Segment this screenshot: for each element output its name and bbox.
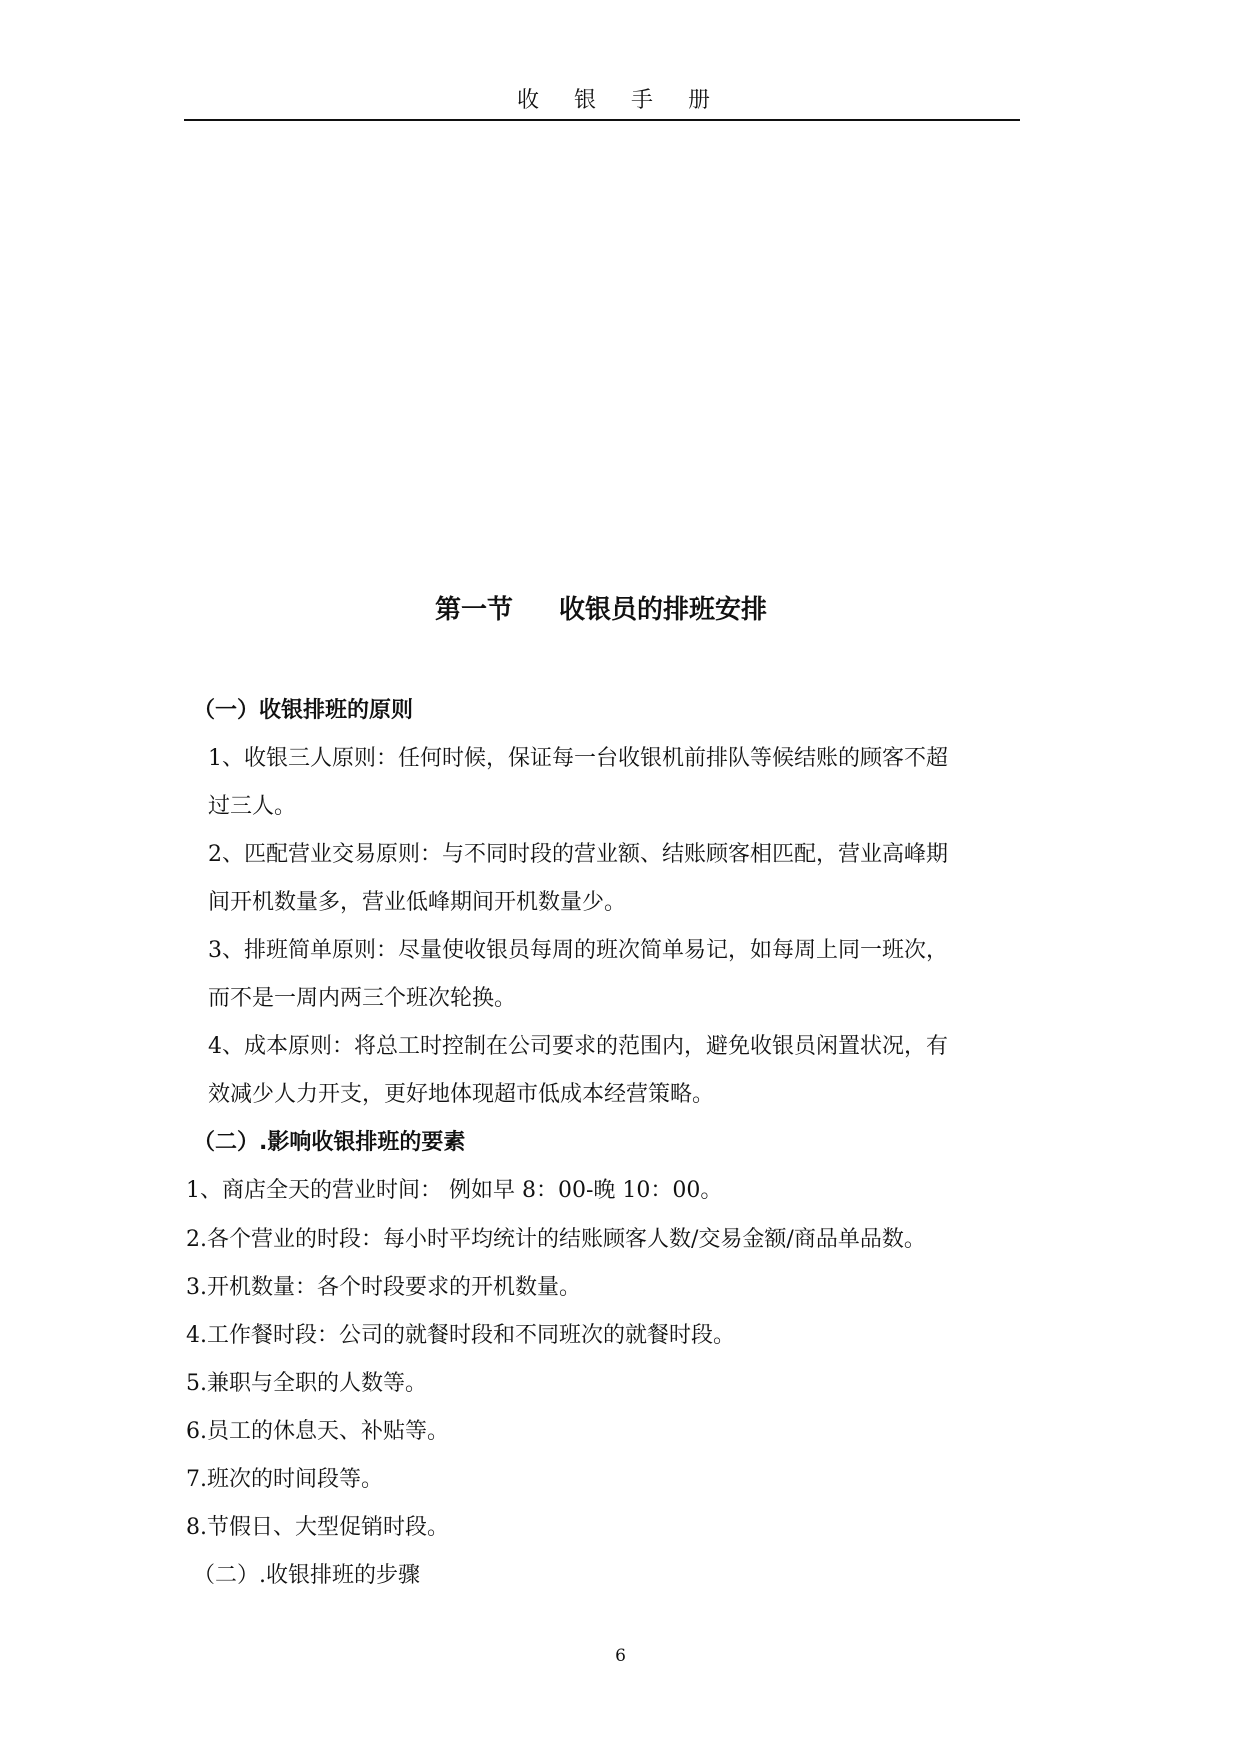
- factor-item: 6.员工的休息天、补贴等。: [186, 1419, 449, 1444]
- section-heading: [435, 592, 767, 628]
- section-label: 第一节: [435, 595, 514, 625]
- principle-line: 过三人。: [208, 794, 297, 819]
- factor-item: 4.工作餐时段：公司的就餐时段和不同班次的就餐时段。: [186, 1323, 735, 1348]
- principle-line: 效减少人力开支，更好地体现超市低成本经营策略。: [208, 1082, 715, 1107]
- factor-item: 8.节假日、大型促销时段。: [186, 1515, 449, 1540]
- principles-heading: （一）收银排班的原则: [193, 698, 414, 723]
- header-rule: [184, 119, 1020, 121]
- principle-line: 1、收银三人原则：任何时候，保证每一台收银机前排队等候结账的顾客不超: [208, 746, 948, 771]
- section-title: 收银员的排班安排: [559, 595, 768, 625]
- page-header-title: 收 银 手 册: [517, 88, 724, 113]
- factor-item: 7.班次的时间段等。: [186, 1467, 383, 1492]
- principle-line: 2、匹配营业交易原则：与不同时段的营业额、结账顾客相匹配，营业高峰期: [208, 842, 948, 867]
- factor-item: 2.各个营业的时段：每小时平均统计的结账顾客人数/交易金额/商品单品数。: [186, 1227, 926, 1252]
- page-number: 6: [615, 1646, 626, 1666]
- factor-item: 3.开机数量：各个时段要求的开机数量。: [186, 1275, 581, 1300]
- principle-line: 而不是一周内两三个班次轮换。: [208, 986, 517, 1011]
- factors-heading: （二）.影响收银排班的要素: [193, 1130, 466, 1155]
- steps-heading: （二）.收银排班的步骤: [193, 1563, 420, 1588]
- principle-line: 间开机数量多，营业低峰期间开机数量少。: [208, 890, 627, 915]
- factor-item: 5.兼职与全职的人数等。: [186, 1371, 427, 1396]
- principle-line: 3、排班简单原则：尽量使收银员每周的班次简单易记，如每周上同一班次，: [208, 938, 948, 963]
- principle-line: 4、成本原则：将总工时控制在公司要求的范围内，避免收银员闲置状况，有: [208, 1034, 948, 1059]
- factor-item: 1、商店全天的营业时间： 例如早 8：00-晚 10：00。: [186, 1178, 723, 1203]
